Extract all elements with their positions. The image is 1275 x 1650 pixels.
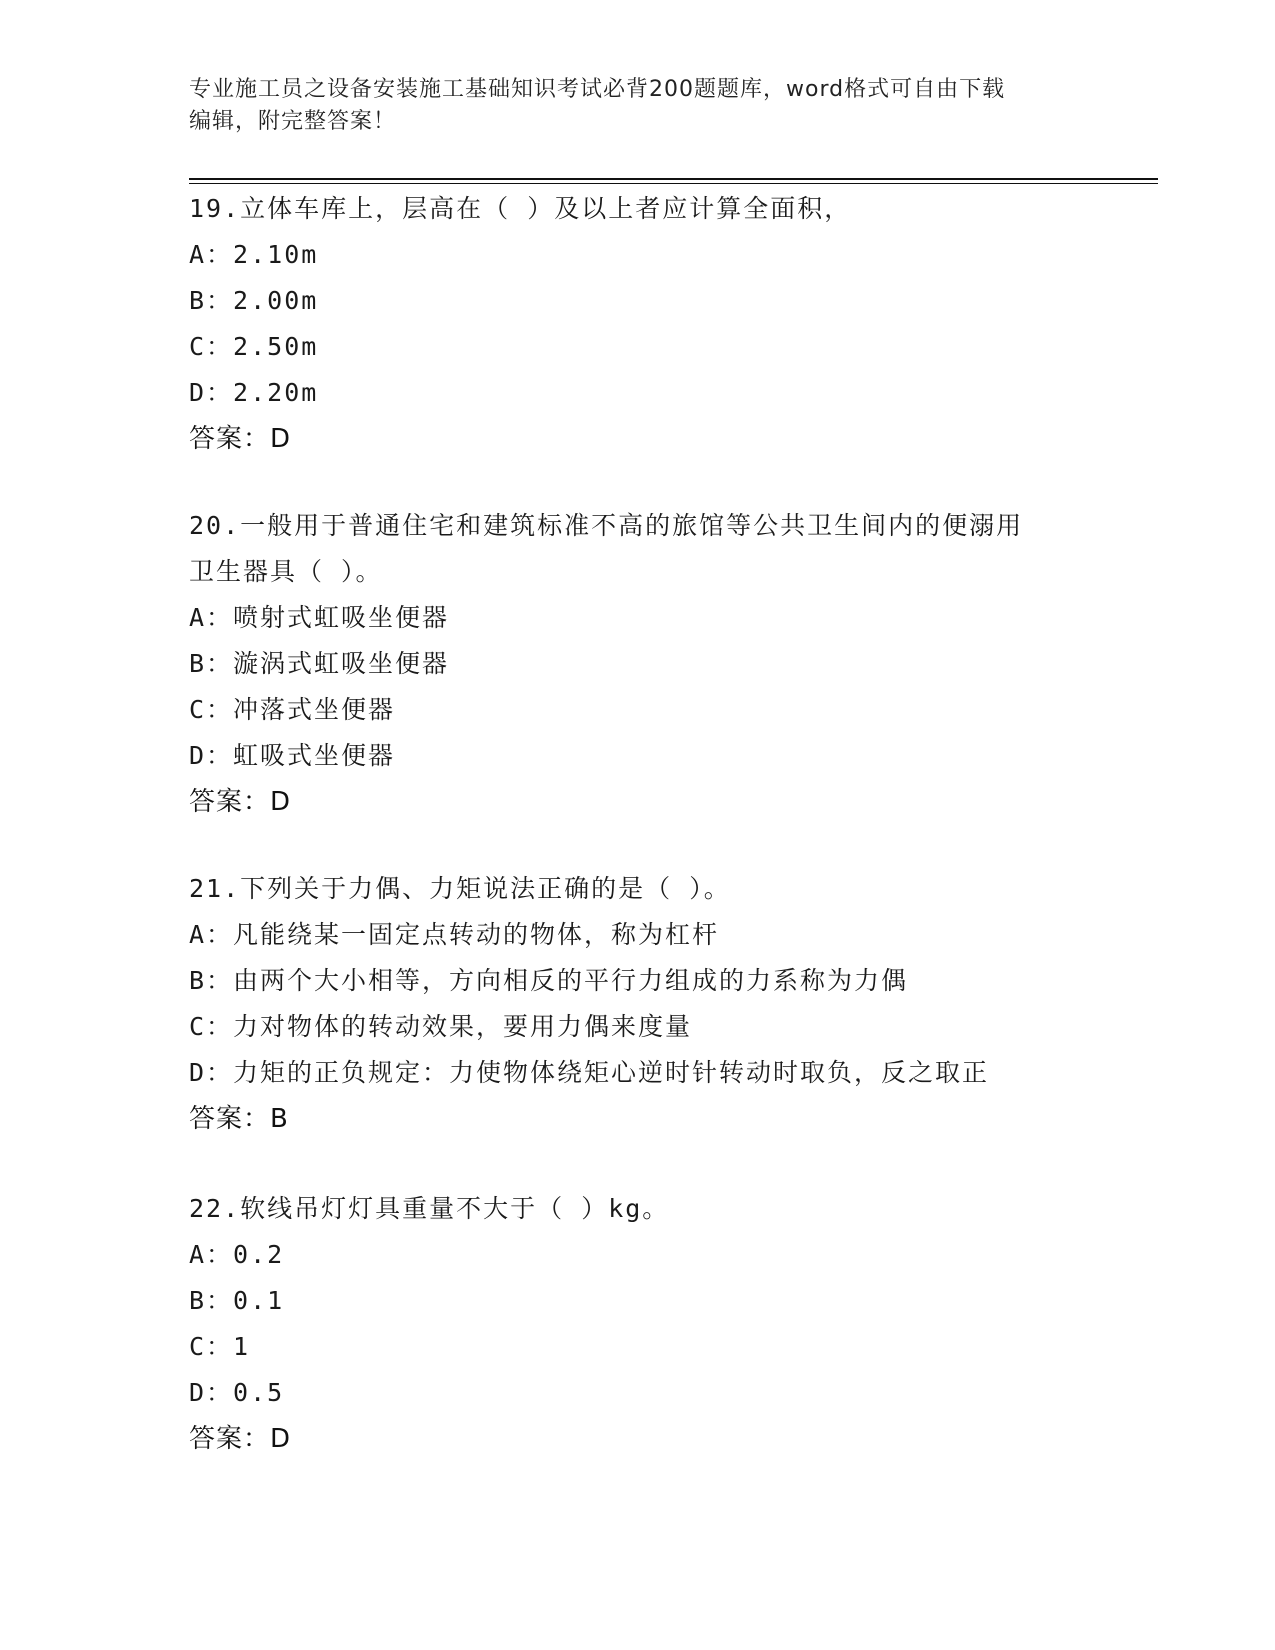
option-c: C：1 [189,1332,251,1361]
question-title: 22.软线吊灯灯具重量不大于（ ）kg。 [189,1194,670,1223]
option-a: A：0.2 [189,1240,285,1269]
option-a: A：2.10m [189,240,319,269]
question-title-line-2: 卫生器具（ ）。 [189,557,383,586]
document-header [189,74,1089,138]
option-d: D：0.5 [189,1378,285,1407]
question-19 [189,186,1089,462]
answer: 答案：D [189,787,292,817]
header-line-1: 专业施工员之设备安装施工基础知识考试必背200题题库，word格式可自由下载 [189,77,1006,102]
option-c: C：力对物体的转动效果，要用力偶来度量 [189,1012,693,1041]
option-b: B：由两个大小相等，方向相反的平行力组成的力系称为力偶 [189,966,909,995]
option-c: C：2.50m [189,332,319,361]
question-22 [189,1186,1089,1462]
option-d: D：力矩的正负规定：力使物体绕矩心逆时针转动时取负，反之取正 [189,1058,990,1087]
option-c: C：冲落式坐便器 [189,695,396,724]
answer: 答案：D [189,424,292,454]
question-title-line-1: 20.一般用于普通住宅和建筑标准不高的旅馆等公共卫生间内的便溺用 [189,511,1024,540]
header-divider-thick [189,178,1158,180]
header-line-2: 编辑，附完整答案！ [189,109,397,134]
option-b: B：0.1 [189,1286,285,1315]
option-b: B：2.00m [189,286,319,315]
option-a: A：喷射式虹吸坐便器 [189,603,450,632]
question-20 [189,503,1089,825]
answer: 答案：D [189,1424,292,1454]
option-b: B：漩涡式虹吸坐便器 [189,649,450,678]
option-d: D：虹吸式坐便器 [189,741,396,770]
question-title: 19.立体车库上，层高在（ ）及以上者应计算全面积， [189,194,852,223]
question-title: 21.下列关于力偶、力矩说法正确的是（ ）。 [189,874,731,903]
option-a: A：凡能绕某一固定点转动的物体，称为杠杆 [189,920,720,949]
question-21 [189,866,1089,1142]
header-divider-thin [189,183,1158,184]
option-d: D：2.20m [189,378,319,407]
answer: 答案：B [189,1104,289,1134]
